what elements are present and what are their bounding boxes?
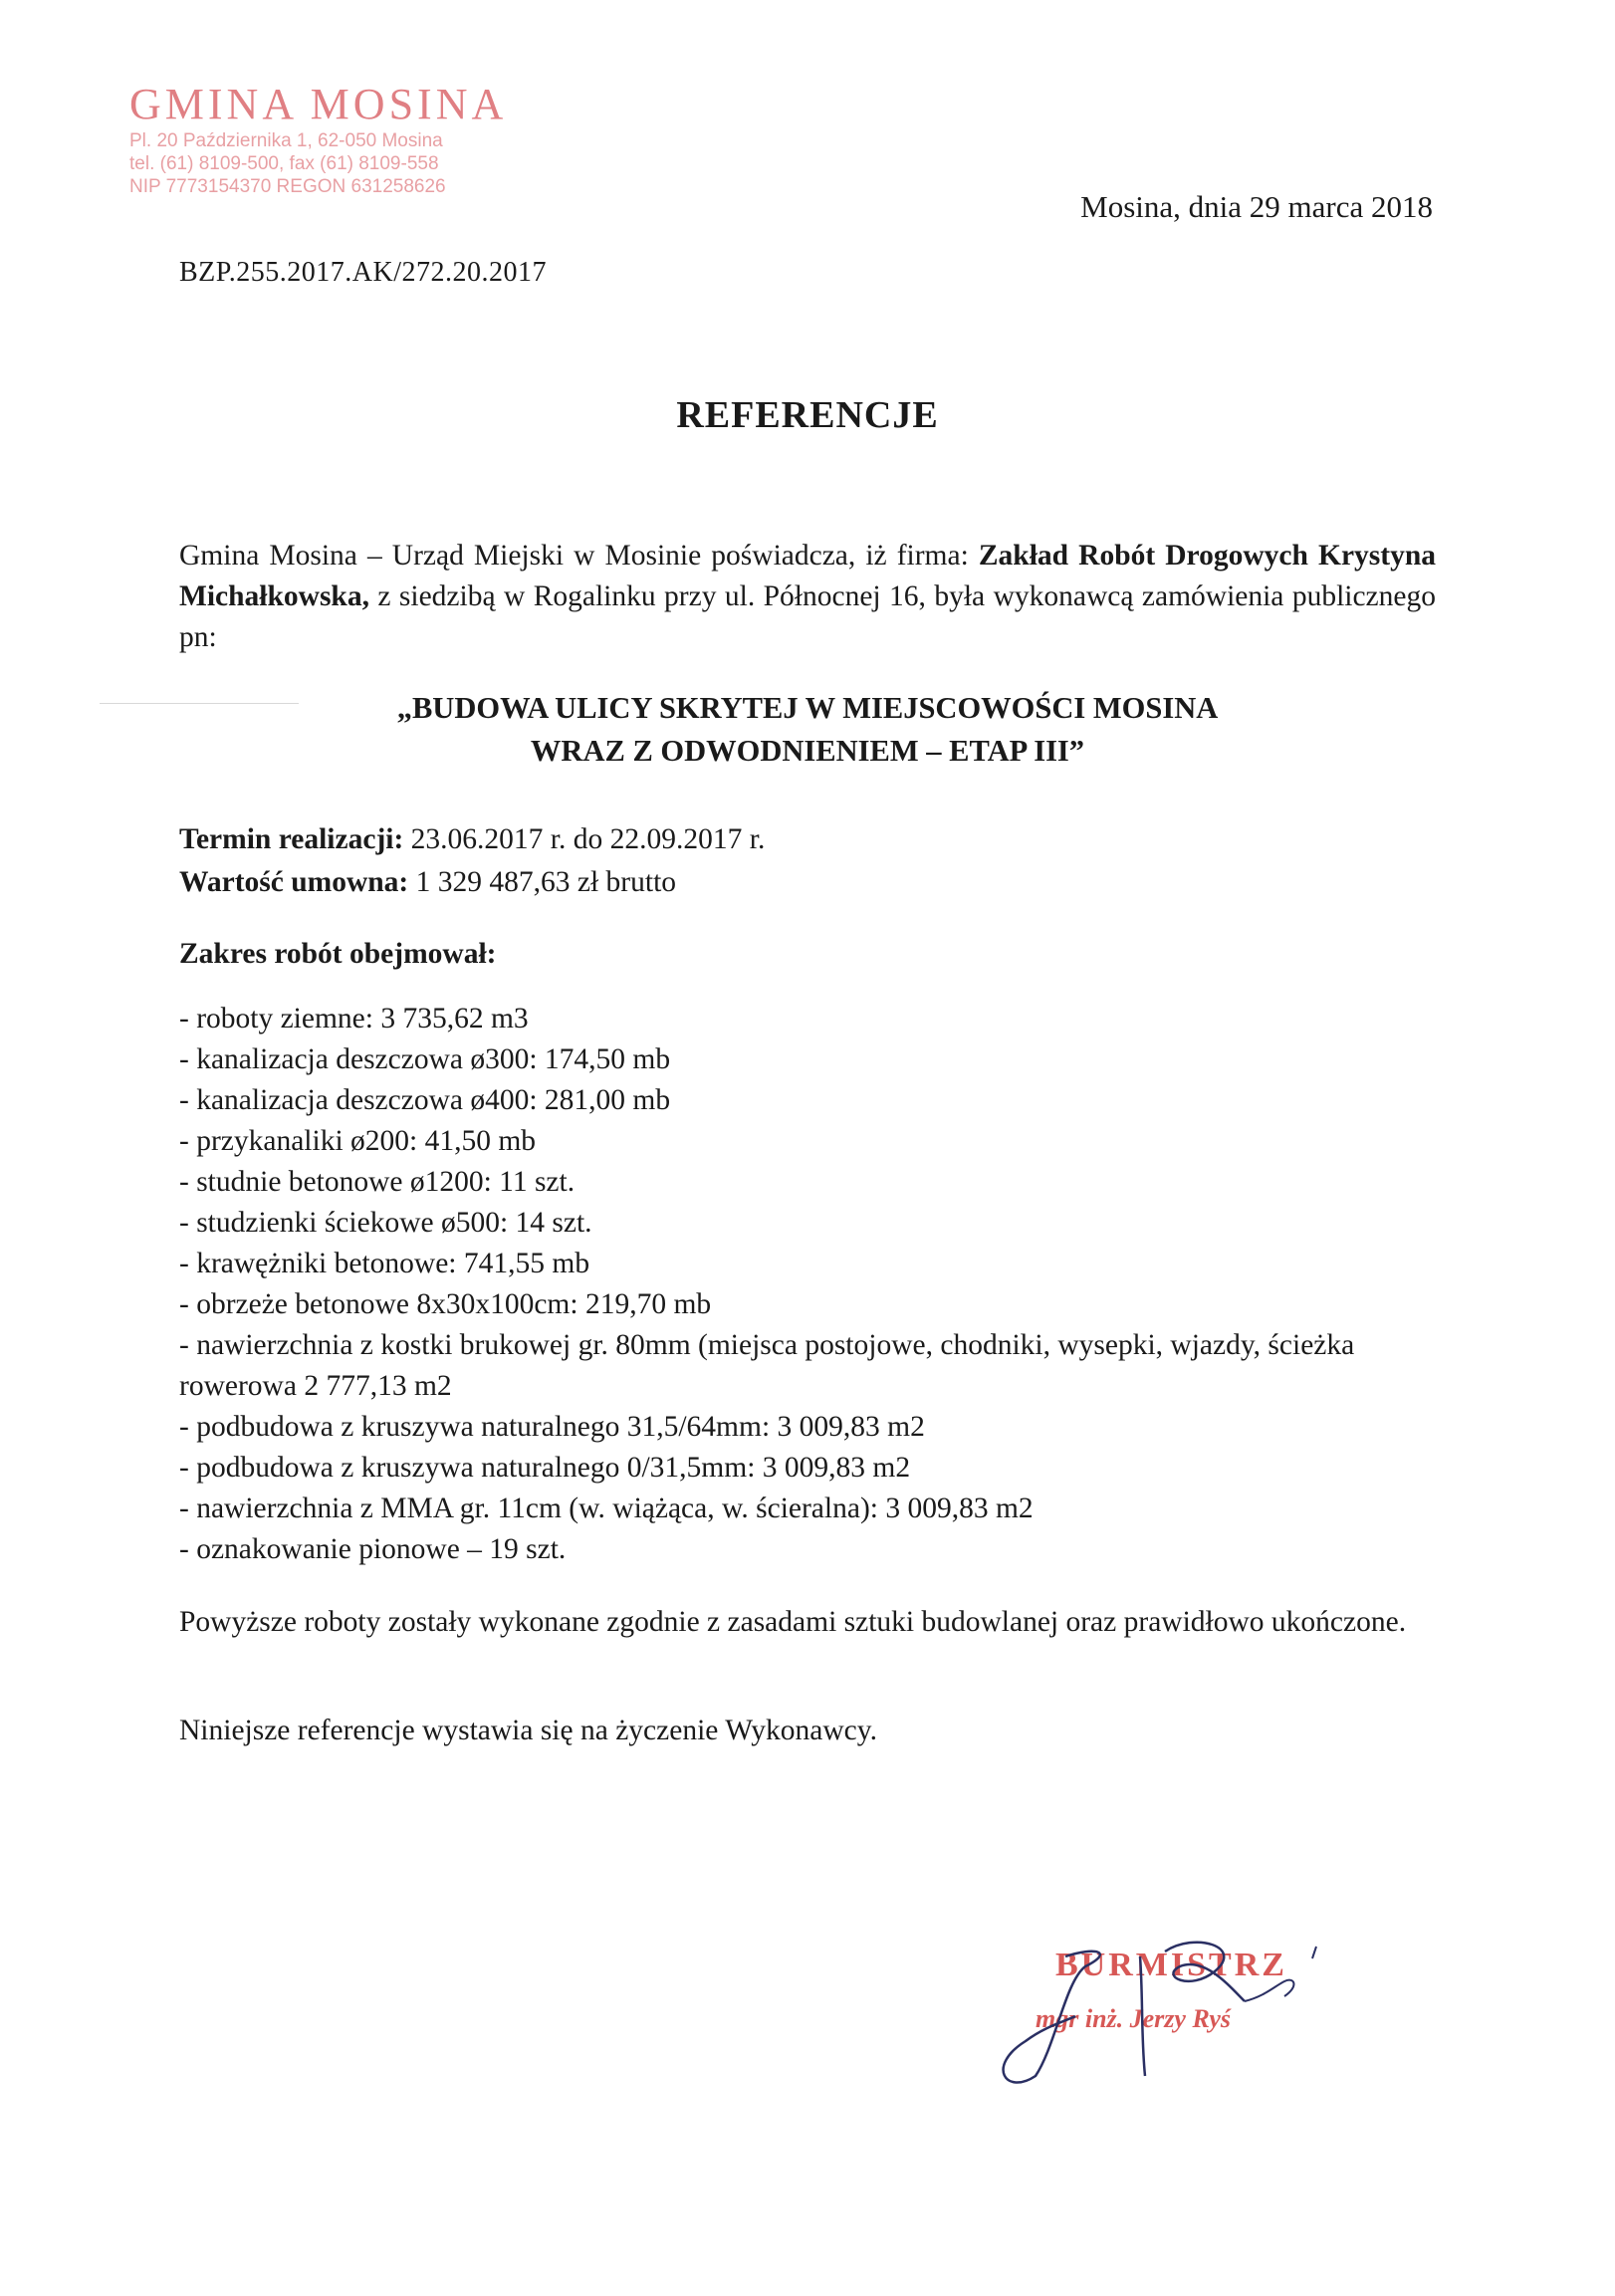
stamp-title: GMINA MOSINA bbox=[129, 80, 508, 128]
value-amount: 1 329 487,63 zł brutto bbox=[408, 866, 677, 898]
mayor-stamp-title: BURMISTRZ bbox=[1055, 1947, 1287, 1983]
contract-subject bbox=[0, 687, 1615, 773]
reference-number: BZP.255.2017.AK/272.20.2017 bbox=[179, 257, 547, 288]
company-name: Zakład Robót Drogowych Krystyna Michałkowska, bbox=[179, 540, 1436, 612]
subject-line-2: WRAZ Z ODWODNIENIEM – ETAP III” bbox=[530, 734, 1085, 768]
period-value: 23.06.2017 r. do 22.09.2017 r. bbox=[403, 823, 766, 855]
place-and-date: Mosina, dnia 29 marca 2018 bbox=[1080, 189, 1433, 224]
list-item: - krawężniki betonowe: 741,55 mb bbox=[179, 1248, 590, 1279]
list-item: - podbudowa z kruszywa naturalnego 0/31,5mm: 3 009,83 m2 bbox=[179, 1452, 911, 1484]
mayor-stamp-name: mgr inż. Jerzy Ryś bbox=[1036, 2004, 1231, 2033]
value-label: Wartość umowna: bbox=[179, 866, 409, 898]
intro-text-end: z siedzibą w Rogalinku przy ul. Północnej 16, była wykonawcą zamówienia publicznego pn: bbox=[179, 580, 1436, 653]
subject-line-1: „BUDOWA ULICY SKRYTEJ W MIEJSCOWOŚCI MOSINA bbox=[396, 691, 1219, 725]
closing-paragraph: Powyższe roboty zostały wykonane zgodnie z zasadami sztuki budowlanej oraz prawidłowo ukończone. bbox=[179, 1606, 1407, 1638]
list-item: - studzienki ściekowe ø500: 14 szt. bbox=[179, 1207, 592, 1239]
contract-terms bbox=[179, 818, 1436, 904]
list-item: - nawierzchnia z kostki brukowej gr. 80mm (miejsca postojowe, chodniki, wysepki, wjazdy, ścieżka rowerowa 2 777,13 m2 bbox=[179, 1329, 1355, 1402]
stamp-tax-ids: NIP 7773154370 REGON 631258626 bbox=[129, 176, 446, 197]
realization-period bbox=[179, 818, 1436, 861]
list-item: - podbudowa z kruszywa naturalnego 31,5/64mm: 3 009,83 m2 bbox=[179, 1411, 925, 1443]
municipality-stamp bbox=[129, 80, 568, 198]
list-item: - nawierzchnia z MMA gr. 11cm (w. wiążąca, w. ścieralna): 3 009,83 m2 bbox=[179, 1492, 1034, 1524]
list-item: - kanalizacja deszczowa ø400: 281,00 mb bbox=[179, 1084, 671, 1116]
stamp-address: Pl. 20 Października 1, 62-050 Mosina bbox=[129, 130, 443, 151]
list-item: - roboty ziemne: 3 735,62 m3 bbox=[179, 1003, 529, 1034]
signature-block bbox=[966, 1927, 1324, 2096]
period-label: Termin realizacji: bbox=[179, 823, 404, 855]
intro-text-start: Gmina Mosina – Urząd Miejski w Mosinie poświadcza, iż firma: bbox=[179, 540, 979, 572]
final-paragraph: Niniejsze referencje wystawia się na życzenie Wykonawcy. bbox=[179, 1715, 877, 1746]
scope-list bbox=[179, 999, 1436, 1570]
contract-value bbox=[179, 861, 1436, 904]
intro-paragraph bbox=[179, 536, 1436, 658]
list-item: - kanalizacja deszczowa ø300: 174,50 mb bbox=[179, 1043, 671, 1075]
list-item: - studnie betonowe ø1200: 11 szt. bbox=[179, 1166, 576, 1198]
list-item: - oznakowanie pionowe – 19 szt. bbox=[179, 1533, 567, 1565]
handwritten-signature bbox=[966, 1927, 1324, 2096]
scope-heading: Zakres robót obejmował: bbox=[179, 938, 497, 970]
stamp-phone: tel. (61) 8109-500, fax (61) 8109-558 bbox=[129, 153, 439, 174]
document-title: REFERENCJE bbox=[676, 394, 939, 436]
list-item: - obrzeże betonowe 8x30x100cm: 219,70 mb bbox=[179, 1288, 712, 1320]
list-item: - przykanaliki ø200: 41,50 mb bbox=[179, 1125, 537, 1157]
